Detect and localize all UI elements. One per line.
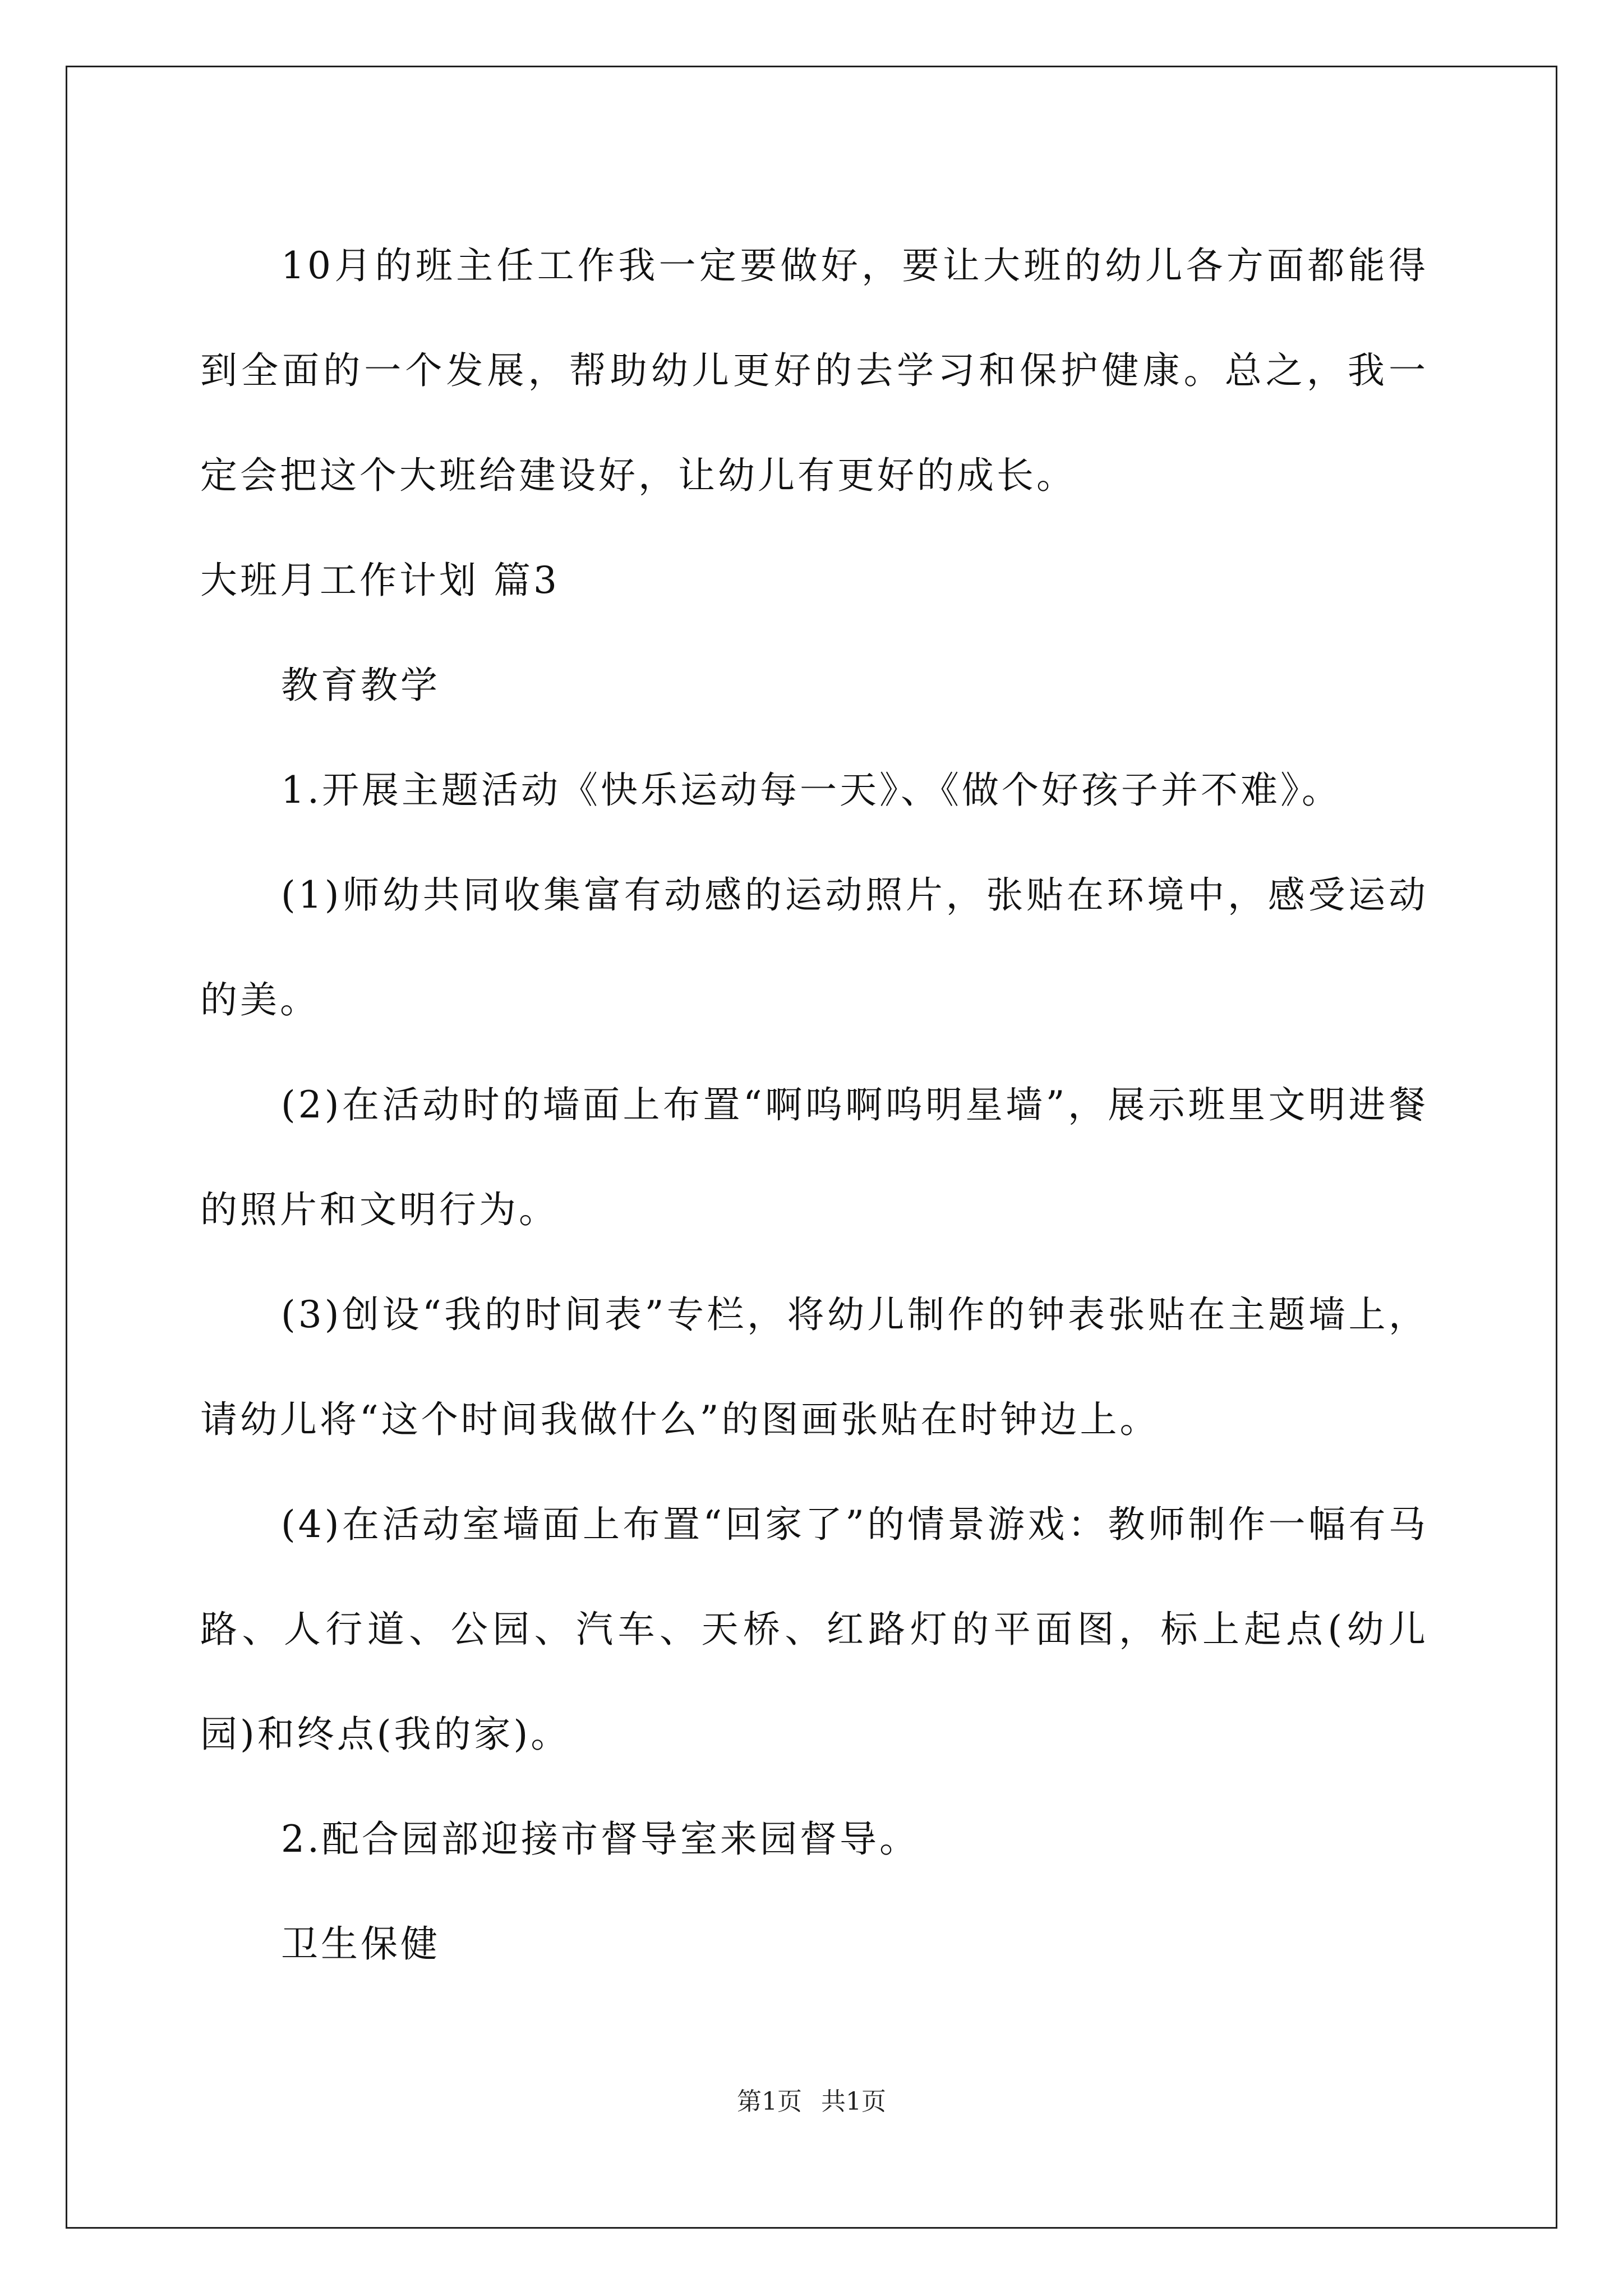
page-number-total: 共1页 <box>821 2087 886 2116</box>
paragraph-item-1-2: (2)在活动时的墙面上布置“啊呜啊呜明星墙”，展示班里文明进餐的照片和文明行为。 <box>200 1083 1428 1231</box>
paragraph-item-1-3: (3)创设“我的时间表”专栏，将幼儿制作的钟表张贴在主题墙上，请幼儿将“这个时间我做什么”的图画张贴在时钟边上。 <box>200 1293 1428 1441</box>
page-footer <box>0 2081 1623 2117</box>
subheading-health: 卫生保健 <box>281 1922 440 1966</box>
page-number-current: 第1页 <box>737 2087 802 2116</box>
paragraph-intro: 10月的班主任工作我一定要做好，要让大班的幼儿各方面都能得到全面的一个发展，帮助幼儿更好的去学习和保护健康。总之，我一定会把这个大班给建设好，让幼儿有更好的成长。 <box>200 244 1428 497</box>
paragraph-item-1-4: (4)在活动室墙面上布置“回家了”的情景游戏：教师制作一幅有马路、人行道、公园、汽车、天桥、红路灯的平面图，标上起点(幼儿园)和终点(我的家)。 <box>200 1503 1428 1756</box>
subheading-education: 教育教学 <box>281 664 440 707</box>
section-heading: 大班月工作计划 篇3 <box>200 559 560 602</box>
paragraph-item-1: 1.开展主题活动《快乐运动每一天》、《做个好孩子并不难》。 <box>281 769 1341 812</box>
document-body <box>200 213 1428 1996</box>
paragraph-item-1-1: (1)师幼共同收集富有动感的运动照片，张贴在环境中，感受运动的美。 <box>200 873 1428 1022</box>
paragraph-item-2: 2.配合园部迎接市督导室来园督导。 <box>281 1818 919 1861</box>
